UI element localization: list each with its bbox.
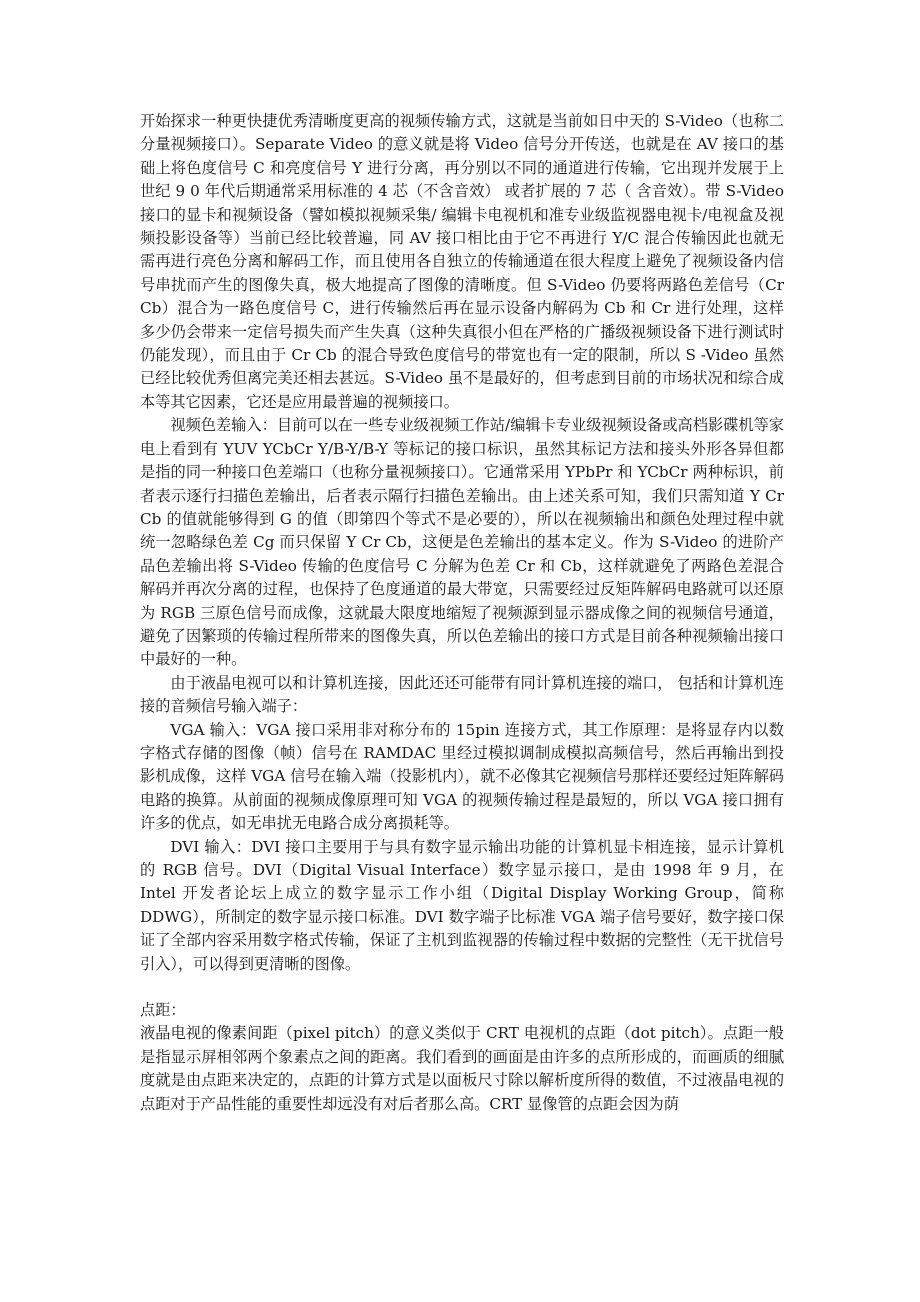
dvi-paragraph: DVI 输入：DVI 接口主要用于与具有数字显示输出功能的计算机显卡相连接，显示计算机的 RGB 信号。DVI（Digital Visual Interface）数字显示接口，是由 1998 年 9 月，在 Intel 开发者论坛上成立的数字显示工作小组（Digital Display Working Group，简称 DDWG），所制定的数字显示接口标准。DVI 数字端子比标准 VGA 端子信号要好，数字接口保证了全部内容采用数字格式传输，保证了主机到监视器的传输过程中数据的完整性（无干扰信号引入），可以得到更清晰的图像。 bbox=[140, 837, 784, 973]
vga-paragraph: VGA 输入：VGA 接口采用非对称分布的 15pin 连接方式，其工作原理：是将显存内以数字格式存储的图像（帧）信号在 RAMDAC 里经过模拟调制成模拟高频信号，然后再输出到投影机成像，这样 VGA 信号在输入端（投影机内），就不必像其它视频信号那样还要经过矩阵解码电路的换算。从前面的视频成像原理可知 VGA 的视频传输过程是最短的，所以 VGA 接口拥有许多的优点，如无串扰无电路合成分离损耗等。 bbox=[140, 720, 784, 833]
pitch-paragraph: 液晶电视的像素间距（pixel pitch）的意义类似于 CRT 电视机的点距（dot pitch）。点距一般是指显示屏相邻两个象素点之间的距离。我们看到的画面是由许多的点所形成的，而画质的细腻度就是由点距来决定的，点距的计算方式是以面板尺寸除以解析度所得的数值，不过液晶电视的点距对于产品性能的重要性却远没有对后者那么高。CRT 显像管的点距会因为荫 bbox=[140, 1024, 784, 1113]
component-video-paragraph: 视频色差输入：目前可以在一些专业级视频工作站/编辑卡专业级视频设备或高档影碟机等家电上看到有 YUV YCbCr Y/B-Y/B-Y 等标记的接口标识，虽然其标记方法和接头外形各异但都是指的同一种接口色差端口（也称分量视频接口）。它通常采用 YPbPr 和 YCbCr 两种标识，前者表示逐行扫描色差输出，后者表示隔行扫描色差输出。由上述关系可知，我们只需知道 Y Cr Cb 的值就能够得到 G 的值（即第四个等式不是必要的），所以在视频输出和颜色处理过程中就统一忽略绿色差 Cg 而只保留 Y Cr Cb，这便是色差输出的基本定义。作为 S-Video 的进阶产品色差输出将 S-Video 传输的色度信号 C 分解为色差 Cr 和 Cb，这样就避免了两路色差混合解码并再次分离的过程，也保持了色度通道的最大带宽，只需要经过反矩阵解码电路就可以还原为 RGB 三原色信号而成像，这就最大限度地缩短了视频源到显示器成像之间的视频信号通道，避免了因繁琐的传输过程所带来的图像失真，所以色差输出的接口方式是目前各种视频输出接口中最好的一种。 bbox=[140, 416, 784, 669]
pitch-heading: 点距： bbox=[140, 1001, 186, 1020]
svideo-paragraph: 开始探求一种更快捷优秀清晰度更高的视频传输方式，这就是当前如日中天的 S-Video（也称二分量视频接口）。Separate Video 的意义就是将 Video 信号分开传送，也就是在 AV 接口的基础上将色度信号 C 和亮度信号 Y 进行分离，再分别以不同的通道进行传输，它出现并发展于上世纪 9 0 年代后期通常采用标准的 4 芯（不含音效） 或者扩展的 7 芯（ 含音效）。带 S-Video 接口的显卡和视频设备（譬如模拟视频采集/ 编辑卡电视机和准专业级监视器电视卡/电视盒及视频投影设备等）当前已经比较普遍，同 AV 接口相比由于它不再进行 Y/C 混合传输因此也就无需再进行亮色分离和解码工作，而且使用各自独立的传输通道在很大程度上避免了视频设备内信号串扰而产生的图像失真，极大地提高了图像的清晰度。但 S-Video 仍要将两路色差信号（Cr Cb）混合为一路色度信号 C，进行传输然后再在显示设备内解码为 Cb 和 Cr 进行处理，这样多少仍会带来一定信号损失而产生失真（这种失真很小但在严格的广播级视频设备下进行测试时仍能发现），而且由于 Cr Cb 的混合导致色度信号的带宽也有一定的限制，所以 S -Video 虽然已经比较优秀但离完美还相去甚远。S-Video 虽不是最好的，但考虑到目前的市场状况和综合成本等其它因素，它还是应用最普遍的视频接口。 bbox=[140, 112, 784, 411]
paragraph-gap bbox=[140, 976, 784, 999]
pc-connection-intro: 由于液晶电视可以和计算机连接，因此还还可能带有同计算机连接的端口， 包括和计算机连接的音频信号输入端子： bbox=[140, 673, 784, 716]
document-body bbox=[140, 110, 784, 1116]
